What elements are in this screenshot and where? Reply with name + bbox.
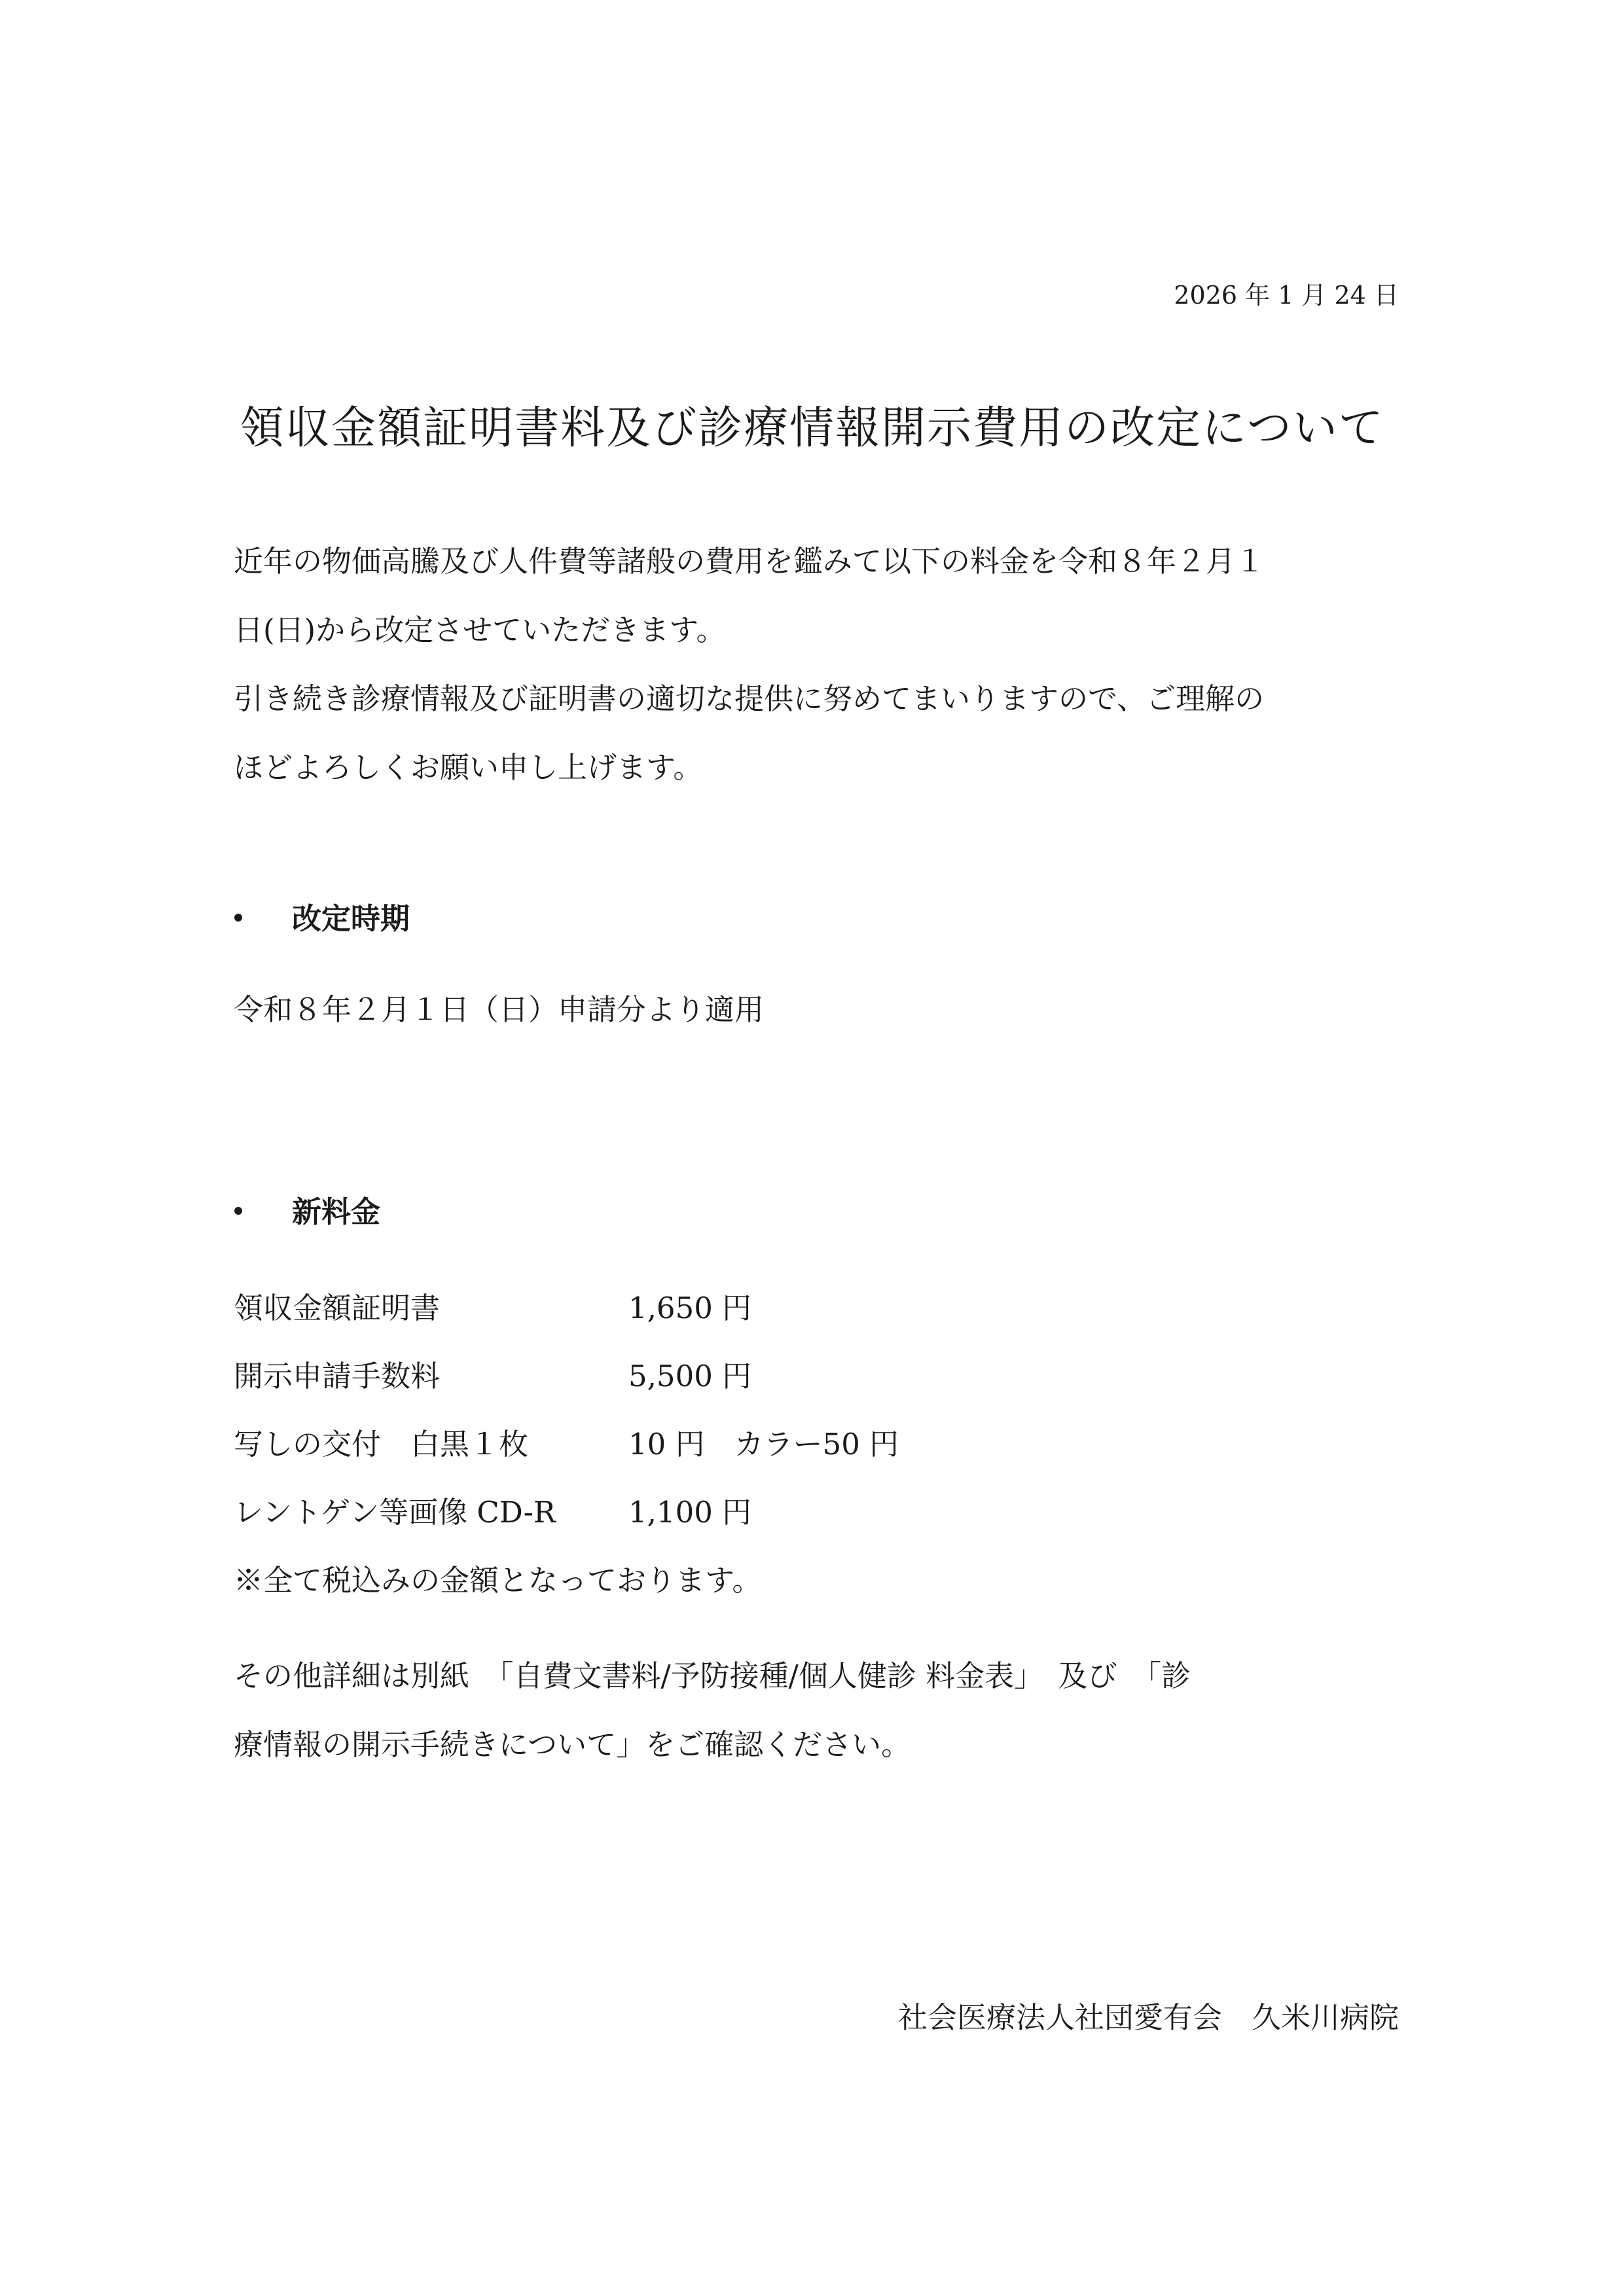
details-line-2: 療情報の開示手続きについて」をご確認ください。: [234, 1727, 911, 1762]
fee-value: 5,500 円: [628, 1359, 752, 1393]
fee-value: 1,650 円: [628, 1291, 752, 1325]
new-fees-heading: 新料金: [292, 1194, 381, 1229]
intro-line-4: ほどよろしくお願い申し上げます。: [234, 750, 703, 785]
fee-label: 開示申請手数料: [234, 1359, 441, 1393]
hospital-name: 社会医療法人社団愛有会 久米川病院: [897, 2000, 1399, 2035]
document-date: 2026 年 1 月 24 日: [1174, 281, 1399, 310]
revision-period-heading: 改定時期: [292, 901, 410, 936]
intro-line-1: 近年の物価高騰及び人件費等諸般の費用を鑑みて以下の料金を令和８年２月１: [234, 544, 1265, 579]
document-title: 領収金額証明書料及び診療情報開示費用の改定について: [240, 403, 1384, 454]
details-line-1: その他詳細は別紙 「自費文書料/予防接種/個人健診 料金表」 及び 「診: [234, 1659, 1191, 1693]
bullet-icon: [234, 1207, 242, 1215]
intro-line-3: 引き続き診療情報及び証明書の適切な提供に努めてまいりますので、ご理解の: [234, 681, 1265, 716]
tax-note: ※全て税込みの金額となっております。: [234, 1563, 762, 1598]
bullet-icon: [234, 914, 242, 922]
intro-line-2: 日(日)から改定させていただきます。: [234, 613, 726, 647]
fee-label: 領収金額証明書: [234, 1291, 441, 1325]
fee-value: 1,100 円: [628, 1495, 752, 1530]
fee-label: レントゲン等画像 CD-R: [234, 1495, 556, 1530]
fee-value: 10 円 カラー50 円: [628, 1427, 899, 1462]
revision-period-text: 令和８年２月１日（日）申請分より適用: [234, 992, 765, 1027]
fee-label: 写しの交付 白黒１枚: [234, 1427, 529, 1462]
